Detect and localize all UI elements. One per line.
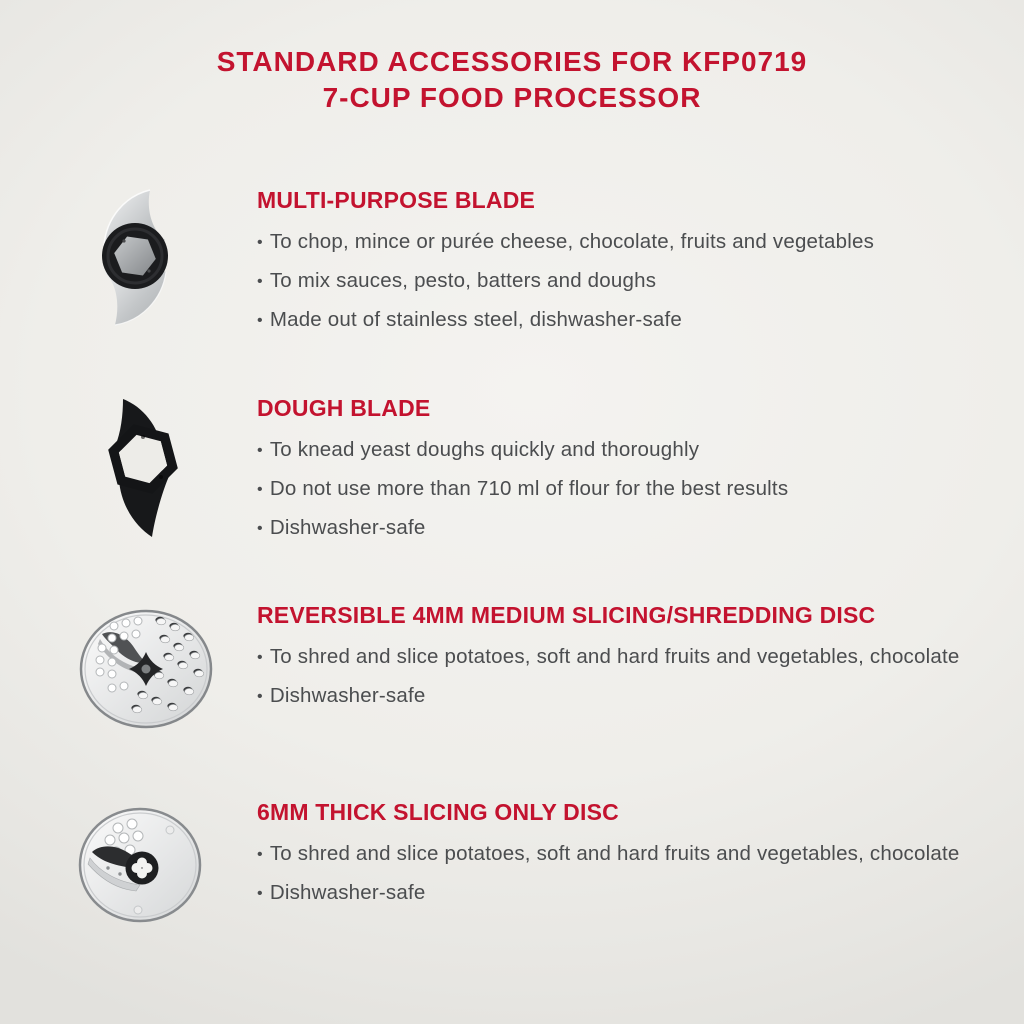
bullet-icon: • [257,520,263,537]
feature-item: • To shred and slice potatoes, soft and hard fruits and vegetables, chocolate [257,645,960,668]
feature-item: • To chop, mince or purée cheese, chocolate, fruits and vegetables [257,230,875,253]
feature-item: • To knead yeast doughs quickly and thoroughly [257,438,700,461]
bullet-icon: • [257,688,263,705]
slicing-shredding-disc-image [78,608,214,735]
bullet-icon: • [257,442,263,459]
page-title-line2: 7-CUP FOOD PROCESSOR [322,82,702,113]
bullet-icon: • [257,234,263,251]
page-title-line1: STANDARD ACCESSORIES FOR KFP0719 [216,46,808,77]
dough-blade-image [106,397,184,544]
feature-list [257,840,967,908]
feature-item: • Dishwasher-safe [257,881,426,904]
bullet-icon: • [257,312,263,329]
dough-blade-info [257,394,967,553]
multi-purpose-blade-image [97,188,181,333]
bullet-icon: • [257,846,263,863]
feature-list [257,643,967,711]
feature-list [257,436,967,543]
feature-item: • To mix sauces, pesto, batters and doughs [257,269,657,292]
bullet-icon: • [257,885,263,902]
slicing-shredding-disc-info [257,601,967,721]
bullet-icon: • [257,481,263,498]
feature-item: • Dishwasher-safe [257,684,426,707]
feature-item: • To shred and slice potatoes, soft and hard fruits and vegetables, chocolate [257,842,960,865]
feature-item: • Do not use more than 710 ml of flour for the best results [257,477,789,500]
feature-item: • Made out of stainless steel, dishwasher-safe [257,308,682,331]
thick-slicing-disc-info [257,798,967,918]
section-heading: REVERSIBLE 4MM MEDIUM SLICING/SHREDDING DISC [257,602,876,628]
bullet-icon: • [257,649,263,666]
feature-item: • Dishwasher-safe [257,516,426,539]
thick-slicing-disc-image [78,806,202,929]
feature-list [257,228,967,335]
section-heading: 6MM THICK SLICING ONLY DISC [257,799,619,825]
section-heading: DOUGH BLADE [257,395,431,421]
multi-purpose-blade-info [257,186,967,345]
bullet-icon: • [257,273,263,290]
section-heading: MULTI-PURPOSE BLADE [257,187,536,213]
page-title [0,44,1024,116]
